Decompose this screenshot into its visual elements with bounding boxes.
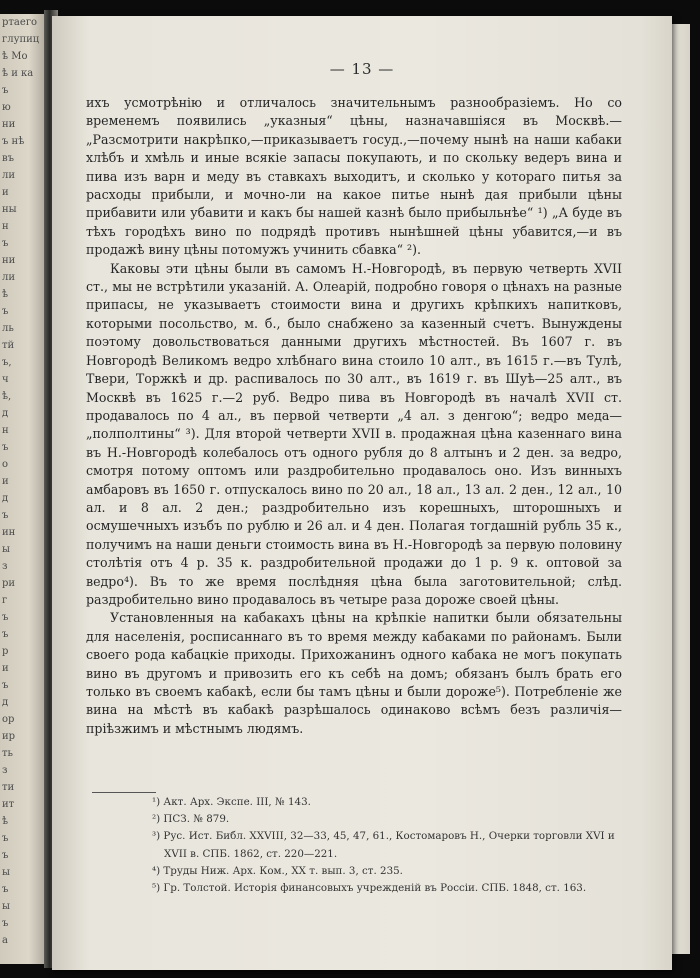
left-page-fragment: тй xyxy=(2,340,15,351)
book-page xyxy=(52,16,672,970)
left-page-fragment: и xyxy=(2,187,9,198)
left-page-fragment: ли xyxy=(2,272,16,283)
left-page-fragment: ѣ Мо xyxy=(2,51,28,62)
left-page-fragment: ли xyxy=(2,170,16,181)
left-page-fragment: р xyxy=(2,646,9,657)
left-page-fragment: ит xyxy=(2,799,15,810)
left-page-fragment: ть xyxy=(2,748,13,759)
left-page-fragment: ч xyxy=(2,374,9,385)
left-page-fragment: г xyxy=(2,595,8,606)
footnotes xyxy=(152,794,622,897)
left-page-fragment: ъ xyxy=(2,238,9,249)
left-page-fragment: ѣ xyxy=(2,289,9,300)
paragraph-3: Установленныя на кабакахъ цѣны на крѣпкіе напитки были обязательны для населенія, росписаннаго въ то время между кабаками по районамъ. Были своего рода кабацкіе приходы. Прихожанинъ одного кабака не могъ покупать вино въ другомъ и привозить его къ себѣ на домъ; обязанъ былъ брать его только въ своемъ кабакѣ, если бы тамъ цѣны и были дороже⁵). Потребленіе же вина на мѣстѣ въ кабакѣ разрѣшалось одинаково всѣмъ безъ различія—пріѣзжимъ и мѣстнымъ людямъ. xyxy=(86,610,622,736)
left-page-fragment: д xyxy=(2,408,9,419)
left-page-fragment: въ xyxy=(2,153,14,164)
left-page-fragment: глупиц xyxy=(2,34,40,45)
left-page-fragment: ти xyxy=(2,782,15,793)
left-page-text-fragments xyxy=(0,14,48,949)
left-page-fragment: з xyxy=(2,561,8,572)
left-page-fragment: н xyxy=(2,425,9,436)
left-page-fragment: ы xyxy=(2,544,10,555)
paragraph-1: ихъ усмотрѣнію и отличалось значительнымъ разнообразіемъ. Но со временемъ появились „указныя“ цѣны, назначавшіяся въ Москвѣ.— „Разсмотрити накрѣпко,—приказываетъ госуд.,—почему нынѣ на наши кабаки хлѣбъ и хмѣль и иные всякіе запасы покупають, и по скольку ведеръ вина и пива изъ варн и меду въ ставкахъ выходитъ, и сколько у котораго питья за расходы прибыли, и мочно-ли на какое питье нынѣ дая прибыли цѣны прибавити или убавити и какъ бы нашей казнѣ было прибыльнѣе“ ¹) „А буде въ тѣхъ городѣхъ вино по подрядѣ противъ нынѣшней цѣны убавится,—и въ продажѣ вину цѣны потомужъ учинить сбавка“ ²). xyxy=(86,95,622,258)
left-page-fragment: ир xyxy=(2,731,16,742)
left-page-fragment: ъ xyxy=(2,510,9,521)
left-page-fragment: и xyxy=(2,476,9,487)
left-page-fragment: ны xyxy=(2,204,17,215)
left-page-fragment: д xyxy=(2,697,9,708)
footnote-1: ¹) Акт. Арх. Экспе. III, № 143. xyxy=(152,796,311,808)
left-page-fragment: ъ xyxy=(2,629,9,640)
left-page-fragment: ъ xyxy=(2,833,9,844)
footnote-5: ⁵) Гр. Толстой. Исторія финансовыхъ учрежденій въ Россіи. СПБ. 1848, ст. 163. xyxy=(152,882,587,895)
left-page-fragment: ль xyxy=(2,323,14,334)
left-page-fragment: ъ xyxy=(2,306,9,317)
left-page-fragment: ор xyxy=(2,714,15,725)
left-page-fragment: ѣ и ка xyxy=(2,68,34,79)
left-page-fragment: ин xyxy=(2,527,16,538)
page-number: — 13 — xyxy=(329,60,395,78)
left-page-fragment: а xyxy=(2,935,8,946)
left-page-fragment: и xyxy=(2,663,9,674)
left-page-fragment: ѣ, xyxy=(2,391,12,402)
paragraph-2: Каковы эти цѣны были въ самомъ Н.-Новгородѣ, въ первую четверть XVII ст., мы не встрѣтили указаній. А. Олеарій, подробно говоря о цѣнахъ на разные припасы, не указываетъ стоимости вина и другихъ крѣпкихъ напитковъ, которыми посольство, м. б., было снабжено за казенный счетъ. Вынуждены поэтому довольствоваться данными другихъ мѣстностей. Въ 1607 г. въ Новгородѣ Великомъ ведро хлѣбнаго вина стоило 10 алт., въ 1615 г.—въ Тулѣ, Твери, Торжкѣ и др. распивалось по 30 алт., въ 1619 г. въ Шуѣ—25 алт., въ Москвѣ въ 1625 г.—2 руб. Ведро пива въ Новгородѣ въ началѣ XVII ст. продавалось по 4 ал., въ первой четверти „4 ал. з денгою“; ведро меда—„полполтины“ ³). Для второй четверти XVII в. продажная цѣна казеннаго вина въ Н.-Новгородѣ колебалось отъ одного рубля до 8 алтынъ и 2 ден. за ведро, смотря потому оптомъ или раздробительно продавалось оно. Изъ винныхъ амбаровъ въ 1650 г. отпускалось вино по 20 ал., 18 ал., 13 ал. 2 ден., 12 ал., 10 ал. и 8 ал. 2 ден.; раздробительно изъ корешныхъ, шторошныхъ и осмушечныхъ изъбъ по рублю и 26 ал. и 4 ден. Полагая тогдашній рубль 35 к., получимъ на наши деньги стоимость вина въ Н.-Новгородѣ за первую половину столѣтія отъ 4 р. 35 к. раздробительной продажи до 1 р. 9 к. оптовой за ведро⁴). Въ то же время послѣдняя цѣна была заготовительной; слѣд. раздробительно вино продавалось въ четыре раза дороже своей цѣны. xyxy=(86,260,622,607)
left-page-fragment: о xyxy=(2,459,9,470)
left-page-fragment: ѣ xyxy=(2,816,9,827)
left-page-fragment: ъ xyxy=(2,680,9,691)
left-page-fragment: ю xyxy=(2,102,11,113)
left-page-fragment: ъ xyxy=(2,85,9,96)
left-page-fragment: ъ, xyxy=(2,357,12,368)
left-page-fragment: ъ xyxy=(2,918,9,929)
footnote-4: ⁴) Труды Ниж. Арх. Ком., XX т. вып. 3, ст. 235. xyxy=(152,864,403,877)
left-page-fragment: ъ xyxy=(2,612,9,623)
left-page-fragment: ни xyxy=(2,119,16,130)
left-page-fragment: ри xyxy=(2,578,16,589)
footnote-2: ²) ПСЗ. № 879. xyxy=(152,813,230,826)
left-page-fragment: ни xyxy=(2,255,16,266)
left-page-fragment: д xyxy=(2,493,9,504)
left-page-fragment: ъ нѣ xyxy=(2,136,25,147)
left-page-edge xyxy=(0,14,48,964)
left-page-fragment: н xyxy=(2,221,9,232)
main-text xyxy=(86,94,622,738)
left-page-fragment: ртаего xyxy=(2,17,38,28)
footnote-rule xyxy=(92,792,156,793)
left-page-fragment: ы xyxy=(2,901,10,912)
left-page-fragment: ы xyxy=(2,867,10,878)
left-page-fragment: ъ xyxy=(2,850,9,861)
footnote-3: ³) Рус. Ист. Библ. XXVIII, 32—33, 45, 47, 61., Костомаровъ Н., Очерки торговли XVI и XVII в. СПБ. 1862, ст. 220—221. xyxy=(152,830,615,860)
left-page-fragment: ъ xyxy=(2,442,9,453)
page-edge-strip xyxy=(672,24,690,954)
left-page-fragment: з xyxy=(2,765,8,776)
left-page-fragment: ъ xyxy=(2,884,9,895)
